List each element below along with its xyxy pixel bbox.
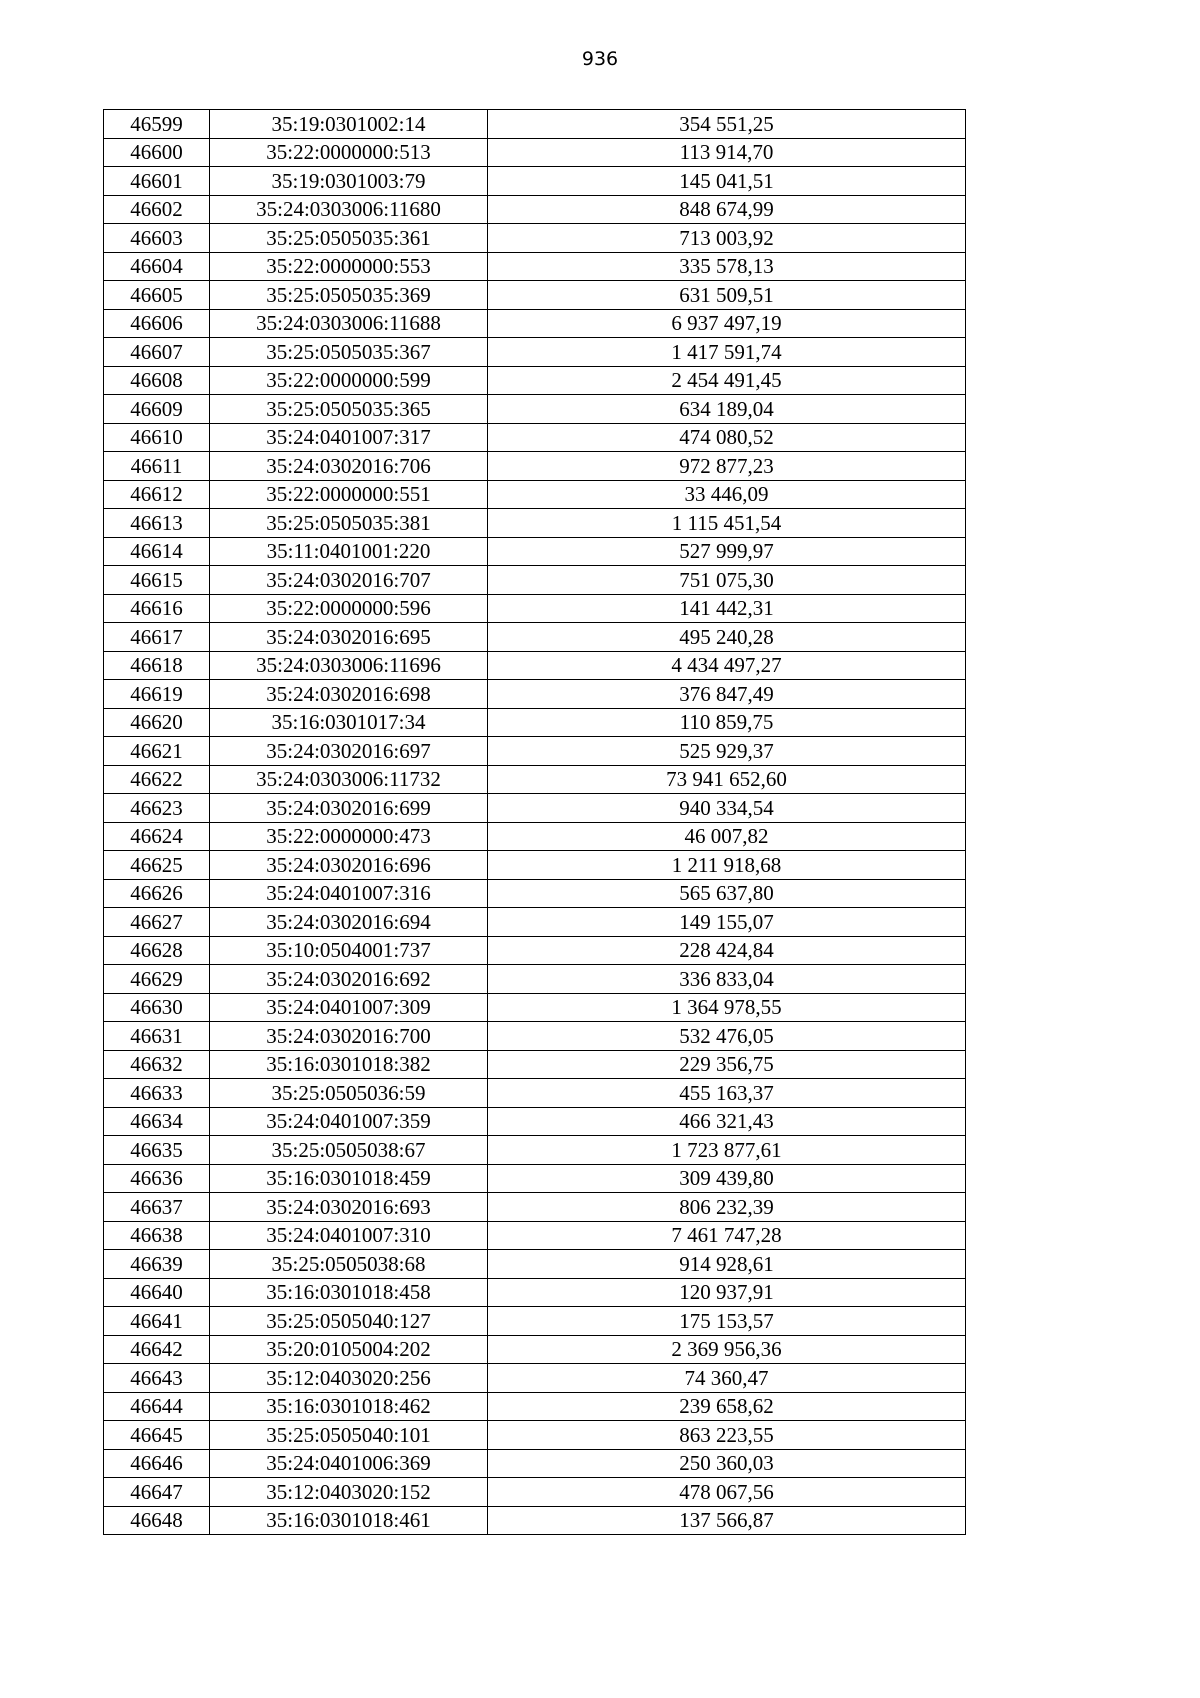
table-row [104,651,966,680]
table-row [104,366,966,395]
cadastral-number-cell: 35:24:0302016:696 [210,851,488,880]
table-row [104,794,966,823]
cadastral-number-cell: 35:22:0000000:473 [210,822,488,851]
cadastral-value-cell: 239 658,62 [488,1392,966,1421]
cadastral-value-cell: 354 551,25 [488,110,966,139]
row-number-cell: 46617 [104,623,210,652]
cadastral-number-cell: 35:24:0302016:700 [210,1022,488,1051]
cadastral-number-cell: 35:25:0505035:367 [210,338,488,367]
row-number-cell: 46626 [104,879,210,908]
row-number-cell: 46607 [104,338,210,367]
row-number-cell: 46630 [104,993,210,1022]
row-number-cell: 46599 [104,110,210,139]
row-number-cell: 46647 [104,1478,210,1507]
row-number-cell: 46619 [104,680,210,709]
cadastral-number-cell: 35:24:0303006:11680 [210,195,488,224]
cadastral-value-cell: 1 723 877,61 [488,1136,966,1165]
cadastral-value-cell: 336 833,04 [488,965,966,994]
row-number-cell: 46639 [104,1250,210,1279]
cadastral-number-cell: 35:24:0302016:707 [210,566,488,595]
row-number-cell: 46637 [104,1193,210,1222]
cadastral-number-cell: 35:24:0401007:359 [210,1107,488,1136]
cadastral-number-cell: 35:25:0505040:127 [210,1307,488,1336]
row-number-cell: 46615 [104,566,210,595]
row-number-cell: 46605 [104,281,210,310]
cadastral-value-cell: 806 232,39 [488,1193,966,1222]
table-row [104,1164,966,1193]
row-number-cell: 46622 [104,765,210,794]
cadastral-number-cell: 35:24:0302016:697 [210,737,488,766]
row-number-cell: 46643 [104,1364,210,1393]
cadastral-number-cell: 35:22:0000000:553 [210,252,488,281]
cadastral-number-cell: 35:24:0401007:316 [210,879,488,908]
cadastral-number-cell: 35:25:0505035:381 [210,509,488,538]
cadastral-value-cell: 6 937 497,19 [488,309,966,338]
row-number-cell: 46638 [104,1221,210,1250]
cadastral-value-cell: 376 847,49 [488,680,966,709]
cadastral-number-cell: 35:20:0105004:202 [210,1335,488,1364]
cadastral-number-cell: 35:19:0301002:14 [210,110,488,139]
cadastral-value-cell: 751 075,30 [488,566,966,595]
table-row [104,1278,966,1307]
table-row [104,1449,966,1478]
row-number-cell: 46611 [104,452,210,481]
cadastral-number-cell: 35:12:0403020:256 [210,1364,488,1393]
cadastral-number-cell: 35:24:0303006:11688 [210,309,488,338]
cadastral-number-cell: 35:24:0302016:706 [210,452,488,481]
cadastral-number-cell: 35:16:0301018:458 [210,1278,488,1307]
cadastral-value-cell: 149 155,07 [488,908,966,937]
row-number-cell: 46627 [104,908,210,937]
table-row [104,822,966,851]
table-row [104,195,966,224]
row-number-cell: 46613 [104,509,210,538]
row-number-cell: 46628 [104,936,210,965]
cadastral-number-cell: 35:24:0401007:310 [210,1221,488,1250]
row-number-cell: 46620 [104,708,210,737]
table-row [104,395,966,424]
table-row [104,1107,966,1136]
cadastral-value-cell: 73 941 652,60 [488,765,966,794]
cadastral-number-cell: 35:24:0401007:309 [210,993,488,1022]
cadastral-number-cell: 35:24:0302016:695 [210,623,488,652]
cadastral-value-cell: 532 476,05 [488,1022,966,1051]
cadastral-value-cell: 335 578,13 [488,252,966,281]
cadastral-number-cell: 35:16:0301018:459 [210,1164,488,1193]
cadastral-value-cell: 1 211 918,68 [488,851,966,880]
cadastral-value-cell: 46 007,82 [488,822,966,851]
row-number-cell: 46612 [104,480,210,509]
table-row [104,993,966,1022]
table-row [104,936,966,965]
cadastral-value-cell: 4 434 497,27 [488,651,966,680]
cadastral-value-cell: 228 424,84 [488,936,966,965]
table-row [104,509,966,538]
table-row [104,138,966,167]
cadastral-number-cell: 35:16:0301018:461 [210,1506,488,1535]
row-number-cell: 46633 [104,1079,210,1108]
cadastral-number-cell: 35:25:0505036:59 [210,1079,488,1108]
row-number-cell: 46640 [104,1278,210,1307]
row-number-cell: 46648 [104,1506,210,1535]
row-number-cell: 46618 [104,651,210,680]
table-row [104,252,966,281]
cadastral-number-cell: 35:16:0301018:382 [210,1050,488,1079]
cadastral-number-cell: 35:24:0302016:692 [210,965,488,994]
table-row [104,1136,966,1165]
cadastral-number-cell: 35:22:0000000:599 [210,366,488,395]
row-number-cell: 46602 [104,195,210,224]
table-row [104,309,966,338]
table-row [104,1478,966,1507]
cadastral-value-cell: 120 937,91 [488,1278,966,1307]
cadastral-value-cell: 145 041,51 [488,167,966,196]
row-number-cell: 46645 [104,1421,210,1450]
cadastral-number-cell: 35:19:0301003:79 [210,167,488,196]
table-row [104,167,966,196]
cadastral-value-cell: 634 189,04 [488,395,966,424]
table-row [104,480,966,509]
cadastral-number-cell: 35:25:0505035:361 [210,224,488,253]
table-row [104,1506,966,1535]
row-number-cell: 46608 [104,366,210,395]
cadastral-value-cell: 940 334,54 [488,794,966,823]
cadastral-value-cell: 495 240,28 [488,623,966,652]
table-row [104,1250,966,1279]
cadastral-value-cell: 565 637,80 [488,879,966,908]
page-number: 936 [581,48,619,70]
row-number-cell: 46631 [104,1022,210,1051]
cadastral-number-cell: 35:24:0401006:369 [210,1449,488,1478]
table-row [104,1392,966,1421]
cadastral-number-cell: 35:25:0505038:67 [210,1136,488,1165]
cadastral-value-cell: 74 360,47 [488,1364,966,1393]
cadastral-number-cell: 35:24:0302016:694 [210,908,488,937]
cadastral-value-cell: 527 999,97 [488,537,966,566]
row-number-cell: 46635 [104,1136,210,1165]
table-row [104,851,966,880]
table-row [104,338,966,367]
cadastral-value-cell: 713 003,92 [488,224,966,253]
table-row [104,1421,966,1450]
row-number-cell: 46624 [104,822,210,851]
cadastral-number-cell: 35:16:0301018:462 [210,1392,488,1421]
cadastral-value-cell: 2 454 491,45 [488,366,966,395]
cadastral-number-cell: 35:24:0303006:11732 [210,765,488,794]
table-row [104,1079,966,1108]
cadastral-value-cell: 631 509,51 [488,281,966,310]
table-row [104,1335,966,1364]
cadastral-number-cell: 35:24:0302016:699 [210,794,488,823]
table-row [104,765,966,794]
cadastral-value-cell: 478 067,56 [488,1478,966,1507]
table-row [104,566,966,595]
cadastral-value-cell: 455 163,37 [488,1079,966,1108]
row-number-cell: 46609 [104,395,210,424]
row-number-cell: 46629 [104,965,210,994]
cadastral-value-cell: 110 859,75 [488,708,966,737]
cadastral-number-cell: 35:12:0403020:152 [210,1478,488,1507]
table-row [104,1221,966,1250]
table-row [104,537,966,566]
row-number-cell: 46646 [104,1449,210,1478]
row-number-cell: 46632 [104,1050,210,1079]
row-number-cell: 46614 [104,537,210,566]
table-row [104,965,966,994]
cadastral-value-cell: 229 356,75 [488,1050,966,1079]
cadastral-number-cell: 35:25:0505040:101 [210,1421,488,1450]
cadastral-number-cell: 35:25:0505035:365 [210,395,488,424]
cadastral-value-cell: 2 369 956,36 [488,1335,966,1364]
table-row [104,908,966,937]
row-number-cell: 46625 [104,851,210,880]
cadastral-value-cell: 1 364 978,55 [488,993,966,1022]
cadastral-value-table [103,109,966,1535]
row-number-cell: 46604 [104,252,210,281]
cadastral-number-cell: 35:24:0302016:698 [210,680,488,709]
table-row [104,680,966,709]
table-row [104,1022,966,1051]
table-row [104,623,966,652]
cadastral-value-cell: 1 115 451,54 [488,509,966,538]
cadastral-number-cell: 35:16:0301017:34 [210,708,488,737]
cadastral-number-cell: 35:22:0000000:551 [210,480,488,509]
cadastral-number-cell: 35:22:0000000:596 [210,594,488,623]
row-number-cell: 46634 [104,1107,210,1136]
cadastral-number-cell: 35:11:0401001:220 [210,537,488,566]
cadastral-value-cell: 863 223,55 [488,1421,966,1450]
table-row [104,281,966,310]
row-number-cell: 46606 [104,309,210,338]
row-number-cell: 46636 [104,1164,210,1193]
table-body [104,110,966,1535]
row-number-cell: 46623 [104,794,210,823]
cadastral-value-cell: 466 321,43 [488,1107,966,1136]
cadastral-value-cell: 914 928,61 [488,1250,966,1279]
cadastral-value-cell: 525 929,37 [488,737,966,766]
cadastral-value-cell: 141 442,31 [488,594,966,623]
table-row [104,737,966,766]
cadastral-value-cell: 175 153,57 [488,1307,966,1336]
cadastral-value-cell: 250 360,03 [488,1449,966,1478]
row-number-cell: 46600 [104,138,210,167]
table-row [104,110,966,139]
table-row [104,1307,966,1336]
cadastral-value-cell: 1 417 591,74 [488,338,966,367]
cadastral-number-cell: 35:24:0303006:11696 [210,651,488,680]
row-number-cell: 46642 [104,1335,210,1364]
table-row [104,879,966,908]
cadastral-value-cell: 7 461 747,28 [488,1221,966,1250]
row-number-cell: 46641 [104,1307,210,1336]
cadastral-value-cell: 113 914,70 [488,138,966,167]
cadastral-number-cell: 35:25:0505038:68 [210,1250,488,1279]
table-row [104,452,966,481]
row-number-cell: 46644 [104,1392,210,1421]
table-row [104,423,966,452]
table-row [104,708,966,737]
table-row [104,224,966,253]
cadastral-number-cell: 35:24:0302016:693 [210,1193,488,1222]
table-row [104,1364,966,1393]
cadastral-value-cell: 309 439,80 [488,1164,966,1193]
row-number-cell: 46610 [104,423,210,452]
cadastral-number-cell: 35:24:0401007:317 [210,423,488,452]
cadastral-number-cell: 35:22:0000000:513 [210,138,488,167]
row-number-cell: 46601 [104,167,210,196]
cadastral-value-cell: 33 446,09 [488,480,966,509]
table-row [104,594,966,623]
cadastral-number-cell: 35:10:0504001:737 [210,936,488,965]
cadastral-number-cell: 35:25:0505035:369 [210,281,488,310]
cadastral-value-cell: 137 566,87 [488,1506,966,1535]
cadastral-value-cell: 474 080,52 [488,423,966,452]
cadastral-value-cell: 972 877,23 [488,452,966,481]
row-number-cell: 46621 [104,737,210,766]
table-row [104,1193,966,1222]
table-row [104,1050,966,1079]
row-number-cell: 46616 [104,594,210,623]
cadastral-value-cell: 848 674,99 [488,195,966,224]
row-number-cell: 46603 [104,224,210,253]
